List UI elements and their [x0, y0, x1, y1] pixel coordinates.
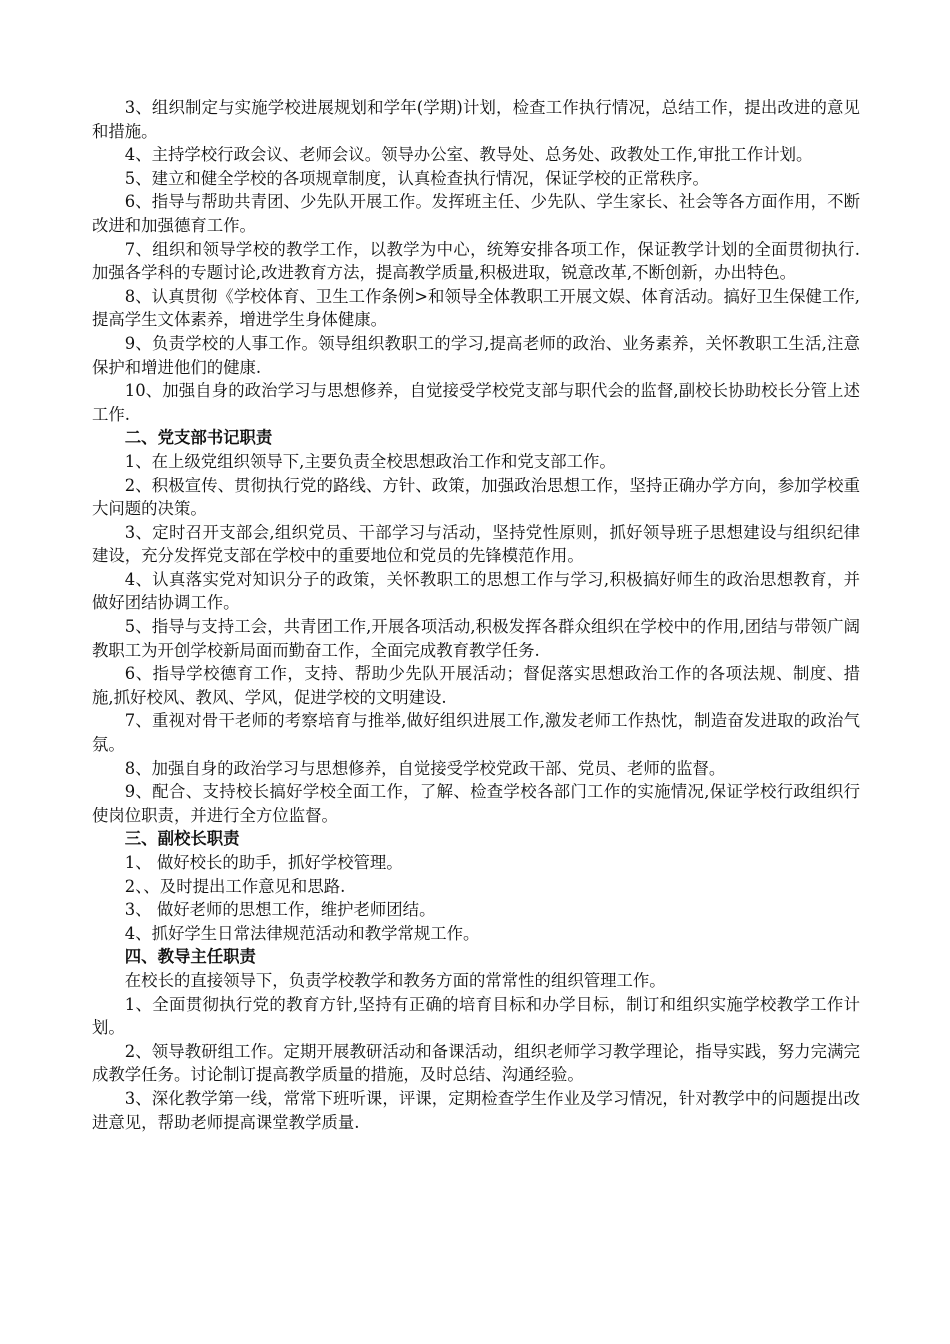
- paragraph: 2、积极宣传、贯彻执行党的路线、方针、政策，加强政治思想工作，坚持正确办学方向，参加学校重大问题的决策。: [92, 475, 860, 519]
- paragraph: 在校长的直接领导下，负责学校教学和教务方面的常常性的组织管理工作。: [124, 970, 666, 990]
- paragraph: 8、加强自身的政治学习与思想修养，自觉接受学校党政干部、党员、老师的监督。: [124, 758, 726, 778]
- paragraph: 4、抓好学生日常法律规范活动和教学常规工作。: [124, 923, 480, 943]
- paragraph: 6、指导与帮助共青团、少先队开展工作。发挥班主任、少先队、学生家长、社会等各方面作用，不断改进和加强德育工作。: [92, 192, 860, 235]
- paragraph: 3、深化教学第一线，常常下班听课，评课，定期检查学生作业及学习情况，针对教学中的问题提出改进意见，帮助老师提高课堂教学质量.: [92, 1088, 860, 1132]
- paragraph: 1、全面贯彻执行党的教育方针,坚持有正确的培育目标和办学目标，制订和组织实施学校教学工作计划。: [92, 994, 860, 1038]
- paragraph: 8、认真贯彻《学校体育、卫生工作条例>和领导全体教职工开展文娱、体育活动。搞好卫生保健工作,提高学生文体素养，增进学生身体健康。: [92, 286, 860, 330]
- paragraph: 9、负责学校的人事工作。领导组织教职工的学习,提高老师的政治、业务素养，关怀教职工生活,注意保护和增进他们的健康.: [92, 333, 860, 377]
- paragraph: 2、、及时提出工作意见和思路.: [124, 876, 346, 896]
- paragraph: 1、在上级党组织领导下,主要负责全校思想政治工作和党支部工作。: [124, 451, 616, 471]
- paragraph: 5、指导与支持工会，共青团工作,开展各项活动,积极发挥各群众组织在学校中的作用,团结与带领广阔教职工为开创学校新局面而勤奋工作，全面完成教育教学任务.: [92, 617, 860, 660]
- document-page: [92, 96, 860, 1134]
- paragraph: 6、指导学校德育工作，支持、帮助少先队开展活动；督促落实思想政治工作的各项法规、制度、措施,抓好校风、教风、学风，促进学校的文明建设.: [92, 664, 860, 707]
- paragraph: 7、重视对骨干老师的考察培育与推举,做好组织进展工作,激发老师工作热忱，制造奋发进取的政治气氛。: [92, 711, 860, 755]
- section-heading: 四、教导主任职责: [124, 947, 256, 967]
- paragraph: 3、定时召开支部会,组织党员、干部学习与活动，坚持党性原则，抓好领导班子思想建设与组织纪律建设，充分发挥党支部在学校中的重要地位和党员的先锋模范作用。: [92, 522, 860, 566]
- paragraph: 2、领导教研组工作。定期开展教研活动和备课活动，组织老师学习教学理论，指导实践，努力完满完成教学任务。讨论制订提高教学质量的措施，及时总结、沟通经验。: [92, 1041, 860, 1085]
- paragraph: 4、主持学校行政会议、老师会议。领导办公室、教导处、总务处、政教处工作,审批工作计划。: [124, 145, 813, 165]
- paragraph: 9、配合、支持校长搞好学校全面工作，了解、检查学校各部门工作的实施情况,保证学校行政组织行使岗位职责，并进行全方位监督。: [92, 782, 860, 825]
- paragraph: 4、认真落实党对知识分子的政策，关怀教职工的思想工作与学习,积极搞好师生的政治思想教育，并做好团结协调工作。: [92, 569, 860, 613]
- paragraph: 10、加强自身的政治学习与思想修养，自觉接受学校党支部与职代会的监督,副校长协助校长分管上述工作.: [92, 381, 860, 424]
- section-heading: 三、副校长职责: [124, 829, 240, 849]
- paragraph: 7、组织和领导学校的教学工作，以教学为中心，统筹安排各项工作，保证教学计划的全面贯彻执行.加强各学科的专题讨论,改进教育方法，提高教学质量,积极进取，锐意改革,不断创新，办出特色。: [92, 239, 860, 283]
- paragraph: 5、建立和健全学校的各项规章制度，认真检查执行情况，保证学校的正常秩序。: [124, 168, 709, 188]
- paragraph: 1、 做好校长的助手，抓好学校管理。: [124, 853, 403, 872]
- paragraph: 3、组织制定与实施学校进展规划和学年(学期)计划，检查工作执行情况，总结工作，提出改进的意见和措施。: [92, 98, 860, 141]
- paragraph: 3、 做好老师的思想工作，维护老师团结。: [124, 900, 436, 920]
- section-heading: 二、党支部书记职责: [124, 428, 273, 448]
